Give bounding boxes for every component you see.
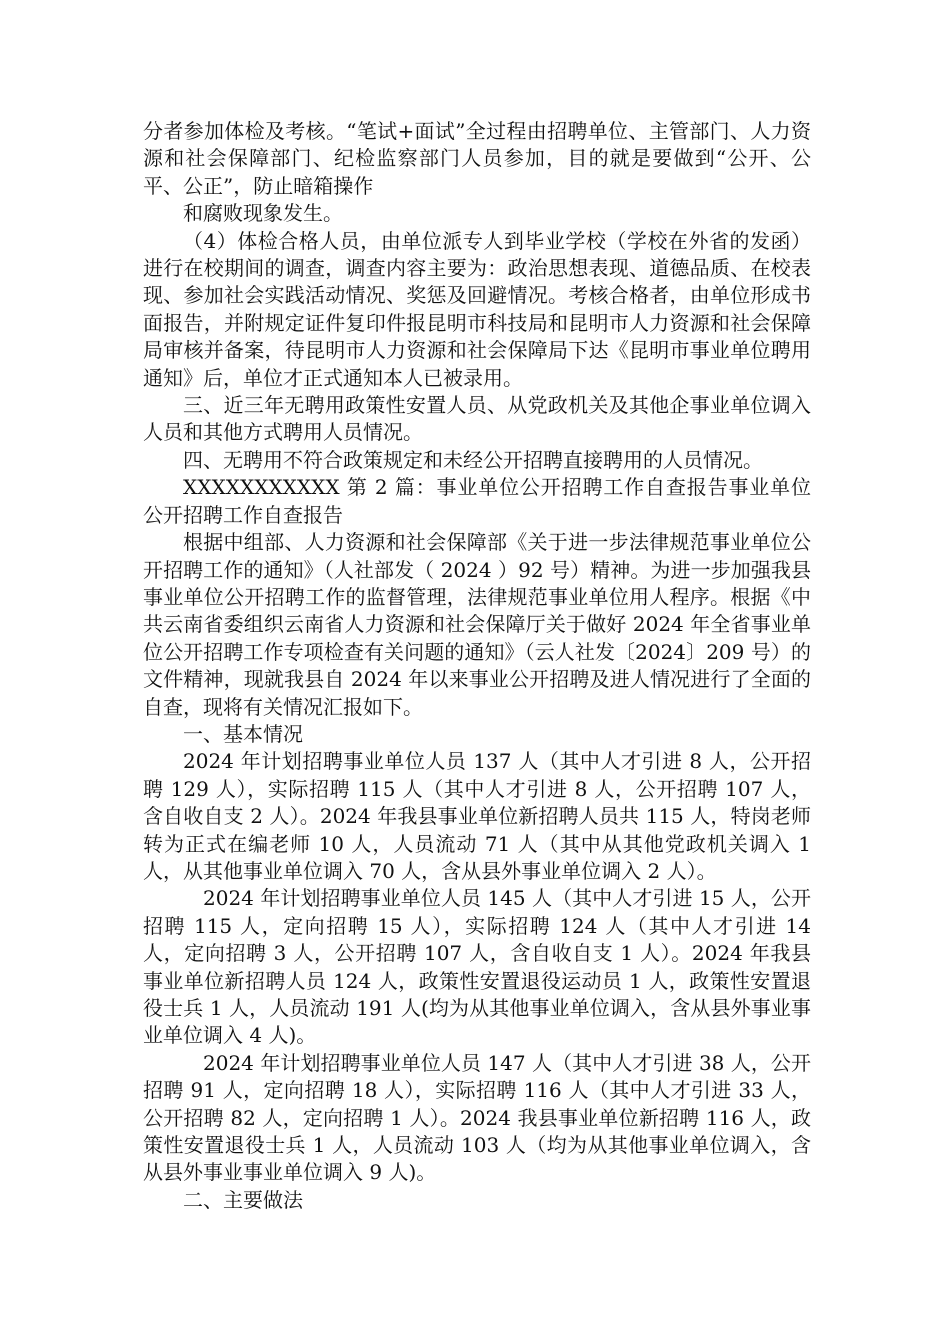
paragraph-5: 四、无聘用不符合政策规定和未经公开招聘直接聘用的人员情况。 [183,447,763,472]
paragraph-3: （4）体检合格人员，由单位派专人到毕业学校（学校在外省的发函）进行在校期间的调查，调查内容主要为：政治思想表现、道德品质、在校表现、参加社会实践活动情况、奖惩及回避情况。考核合格者，由单位形成书面报告，并附规定证件复印件报昆明市科技局和昆明市人力资源和社会保障局审核并备案，待昆明市人力资源和社会保障局下达《昆明市事业单位聘用通知》后，单位才正式通知本人已被录用。 [143,228,811,390]
heading-main-practices: 二、主要做法 [183,1187,303,1212]
paragraph-2: 和腐败现象发生。 [183,201,343,226]
paragraph-9: 2024 年计划招聘事业单位人员 137 人（其中人才引进 8 人，公开招聘 129 人），实际招聘 115 人（其中人才引进 8 人，公开招聘 107 人，含自收自支 2 人）。2024 年我县事业单位新招聘人员共 115 人，特岗老师转为正式在编老师 10 人，人员流动 71 人（其中从其他党政机关调入 1 人，从其他事业单位调入 70 人，含从县外事业单位调入 2 人）。 [143,749,811,883]
paragraph-11: 2024 年计划招聘事业单位人员 147 人（其中人才引进 38 人，公开招聘 91 人，定向招聘 18 人），实际招聘 116 人（其中人才引进 33 人，公开招聘 82 人，定向招聘 1 人）。2024 我县事业单位新招聘 116 人，政策性安置退役士兵 1 人，人员流动 103 人（均为从其他事业单位调入，含从县外事业事业单位调入 9 人)。 [143,1050,811,1185]
paragraph-7: 根据中组部、人力资源和社会保障部《关于进一步法律规范事业单位公开招聘工作的通知》（人社部发（ 2024 ）92 号）精神。为进一步加强我县事业单位公开招聘工作的监督管理，法律规范事业单位用人程序。根据《中共云南省委组织云南省人力资源和社会保障厅关于做好 2024 年全省事业单位公开招聘工作专项检查有关问题的通知》（云人社发〔2024〕209 号）的文件精神，现就我县自 2024 年以来事业公开招聘及进人情况进行了全面的自查，现将有关情况汇报如下。 [143,530,811,719]
paragraph-1: 分者参加体检及考核。“笔试+面试”全过程由招聘单位、主管部门、人力资源和社会保障部门、纪检监察部门人员参加，目的就是要做到“公开、公平、公正”，防止暗箱操作 [143,119,811,198]
paragraph-10: 2024 年计划招聘事业单位人员 145 人（其中人才引进 15 人，公开招聘 115 人，定向招聘 15 人），实际招聘 124 人（其中人才引进 14 人，定向招聘 3 人，公开招聘 107 人，含自收自支 1 人）。2024 年我县事业单位新招聘人员 124 人，政策性安置退役运动员 1 人，政策性安置退役士兵 1 人，人员流动 191 人(均为从其他事业单位调入，含从县外事业事业单位调入 4 人)。 [143,886,811,1048]
heading-basic-situation: 一、基本情况 [183,721,303,746]
paragraph-6-section-title: XXXXXXXXXXX 第 2 篇：事业单位公开招聘工作自查报告事业单位公开招聘工作自查报告 [143,475,811,527]
document-body [143,118,811,1214]
paragraph-4: 三、近三年无聘用政策性安置人员、从党政机关及其他企事业单位调入人员和其他方式聘用人员情况。 [143,393,811,445]
